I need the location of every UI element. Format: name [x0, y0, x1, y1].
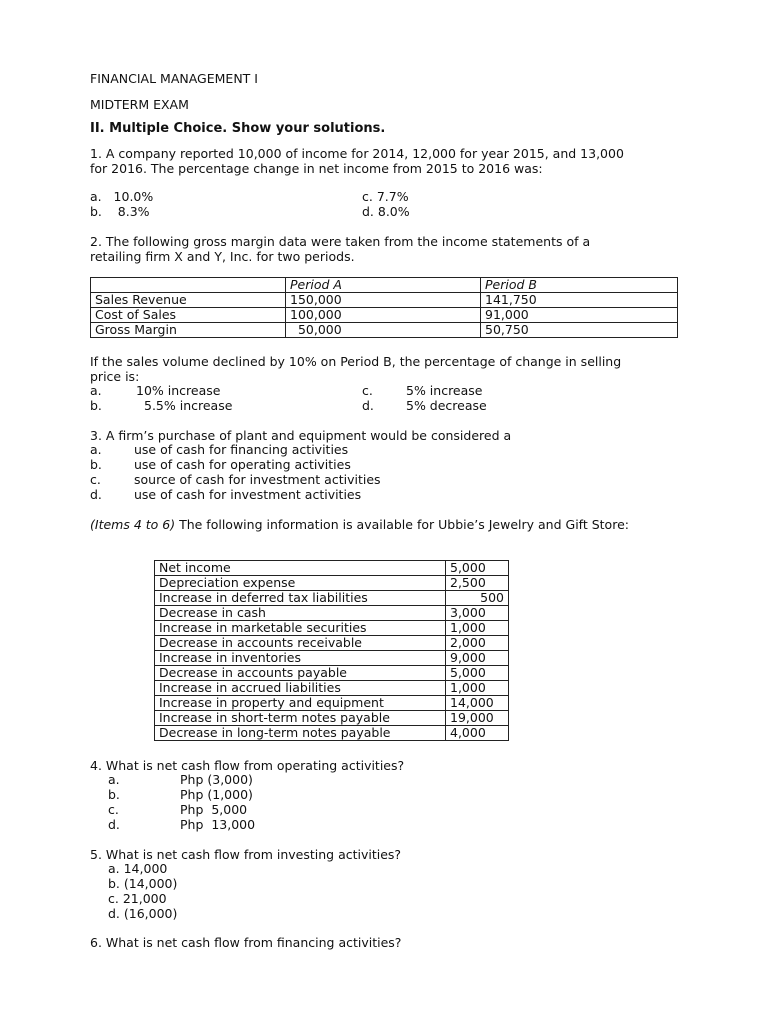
table-row	[155, 561, 509, 576]
table-cell: Decrease in accounts payable	[155, 666, 446, 681]
q3-option-c-letter: c.	[90, 472, 101, 487]
table-cell: Increase in short-term notes payable	[155, 711, 446, 726]
table-cell: 50,750	[481, 323, 678, 338]
table-cell: 1,000	[446, 621, 509, 636]
q4-option-c-text: Php 5,000	[180, 802, 248, 817]
cash-flow-info-table	[154, 560, 509, 741]
table-cell: Depreciation expense	[155, 576, 446, 591]
gross-margin-table	[90, 277, 678, 338]
q3-stem: 3. A firm’s purchase of plant and equipment would be considered a	[90, 428, 512, 443]
table-row	[91, 293, 678, 308]
table-row	[155, 576, 509, 591]
table-cell: Decrease in accounts receivable	[155, 636, 446, 651]
items-range: (Items 4 to 6)	[90, 517, 176, 532]
table-cell: Decrease in cash	[155, 606, 446, 621]
q5-option-a: a. 14,000	[108, 861, 168, 876]
q3-option-d-text: use of cash for investment activities	[134, 487, 362, 502]
table-row	[155, 711, 509, 726]
q2-option-c-text: 5% increase	[406, 383, 483, 398]
q4-option-b-letter: b.	[108, 787, 120, 802]
q3-option-d-letter: d.	[90, 487, 102, 502]
q4-option-b-text: Php (1,000)	[180, 787, 253, 802]
q4-option-c-letter: c.	[108, 802, 119, 817]
table-row	[155, 666, 509, 681]
q2-option-d-text: 5% decrease	[406, 398, 487, 413]
table-cell: 4,000	[446, 726, 509, 741]
table-row	[155, 606, 509, 621]
q1-stem-line1: 1. A company reported 10,000 of income for 2014, 12,000 for year 2015, and 13,000	[90, 146, 624, 161]
table-cell: 500	[446, 591, 509, 606]
q4-option-d-letter: d.	[108, 817, 120, 832]
table-cell: Cost of Sales	[91, 308, 286, 323]
table-cell: Sales Revenue	[91, 293, 286, 308]
table-row	[155, 726, 509, 741]
table-cell: 14,000	[446, 696, 509, 711]
q2-option-c-letter: c.	[362, 383, 373, 398]
items-4-6-intro	[90, 517, 629, 532]
q3-option-a-text: use of cash for financing activities	[134, 442, 349, 457]
table-row	[155, 621, 509, 636]
table-cell	[91, 278, 286, 293]
q1-option-d: d. 8.0%	[362, 204, 410, 219]
q2-option-a-letter: a.	[90, 383, 102, 398]
q2-stem-line1: 2. The following gross margin data were taken from the income statements of a	[90, 234, 591, 249]
table-header-row	[91, 278, 678, 293]
table-cell: 5,000	[446, 561, 509, 576]
table-row	[155, 681, 509, 696]
q3-option-b-letter: b.	[90, 457, 102, 472]
q6-stem: 6. What is net cash flow from financing activities?	[90, 935, 402, 950]
table-cell: 141,750	[481, 293, 678, 308]
q2-follow-line2: price is:	[90, 369, 140, 384]
table-row	[155, 696, 509, 711]
q3-option-b-text: use of cash for operating activities	[134, 457, 351, 472]
course-title: FINANCIAL MANAGEMENT I	[90, 71, 258, 86]
exam-title: MIDTERM EXAM	[90, 97, 189, 112]
table-row	[155, 651, 509, 666]
q2-stem-line2: retailing firm X and Y, Inc. for two periods.	[90, 249, 355, 264]
table-cell: Decrease in long-term notes payable	[155, 726, 446, 741]
table-cell: 9,000	[446, 651, 509, 666]
table-cell: 91,000	[481, 308, 678, 323]
q4-option-a-text: Php (3,000)	[180, 772, 253, 787]
q5-stem: 5. What is net cash flow from investing activities?	[90, 847, 402, 862]
table-cell: 50,000	[286, 323, 481, 338]
table-cell: 1,000	[446, 681, 509, 696]
table-cell: Increase in deferred tax liabilities	[155, 591, 446, 606]
table-cell: 3,000	[446, 606, 509, 621]
q3-option-c-text: source of cash for investment activities	[134, 472, 381, 487]
section-heading: II. Multiple Choice. Show your solutions.	[90, 121, 386, 136]
q2-option-d-letter: d.	[362, 398, 374, 413]
q1-stem-line2: for 2016. The percentage change in net income from 2015 to 2016 was:	[90, 161, 543, 176]
items-intro-text: The following information is available for Ubbie’s Jewelry and Gift Store:	[175, 517, 629, 532]
table-row	[91, 308, 678, 323]
q2-follow-line1: If the sales volume declined by 10% on Period B, the percentage of change in selling	[90, 354, 622, 369]
table-cell: 100,000	[286, 308, 481, 323]
table-row	[155, 636, 509, 651]
table-cell: Net income	[155, 561, 446, 576]
q1-option-a: a. 10.0%	[90, 189, 154, 204]
table-cell: Increase in property and equipment	[155, 696, 446, 711]
q2-option-a-text: 10% increase	[136, 383, 221, 398]
q4-stem: 4. What is net cash flow from operating activities?	[90, 758, 405, 773]
table-cell: 2,000	[446, 636, 509, 651]
q3-option-a-letter: a.	[90, 442, 102, 457]
table-cell: 150,000	[286, 293, 481, 308]
table-cell: Increase in inventories	[155, 651, 446, 666]
table-row	[91, 323, 678, 338]
table-cell: 2,500	[446, 576, 509, 591]
q1-option-c: c. 7.7%	[362, 189, 409, 204]
q5-option-c: c. 21,000	[108, 891, 167, 906]
table-cell: Gross Margin	[91, 323, 286, 338]
q2-option-b-letter: b.	[90, 398, 102, 413]
q4-option-d-text: Php 13,000	[180, 817, 256, 832]
table-header-period-a: Period A	[286, 278, 481, 293]
q2-option-b-text: 5.5% increase	[144, 398, 233, 413]
table-row	[155, 591, 509, 606]
table-cell: Increase in marketable securities	[155, 621, 446, 636]
q5-option-d: d. (16,000)	[108, 906, 178, 921]
table-header-period-b: Period B	[481, 278, 678, 293]
q4-option-a-letter: a.	[108, 772, 120, 787]
table-cell: Increase in accrued liabilities	[155, 681, 446, 696]
table-cell: 5,000	[446, 666, 509, 681]
table-cell: 19,000	[446, 711, 509, 726]
q1-option-b: b. 8.3%	[90, 204, 150, 219]
q5-option-b: b. (14,000)	[108, 876, 178, 891]
